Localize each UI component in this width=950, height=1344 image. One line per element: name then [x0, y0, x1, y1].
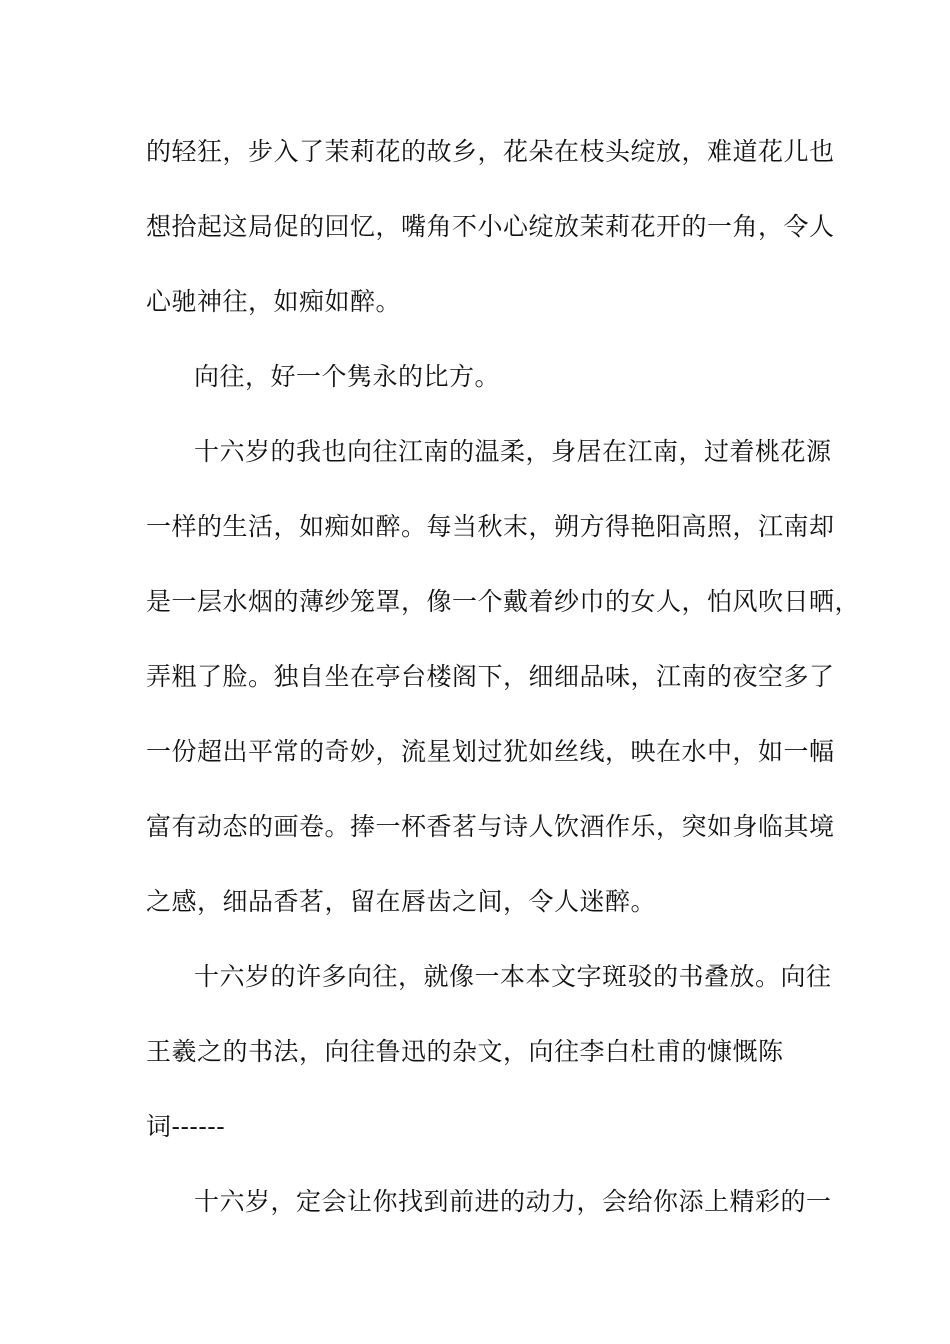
paragraph-line-12: 十六岁的许多向往，就像一本本文字斑驳的书叠放。向往: [194, 962, 832, 991]
paragraph-line-5: 十六岁的我也向往江南的温柔，身居在江南，过着桃花源: [194, 437, 832, 466]
paragraph-line-3: 心驰神往，如痴如醉。: [146, 287, 402, 316]
paragraph-line-7: 是一层水烟的薄纱笼罩，像一个戴着纱巾的女人，怕风吹日晒，: [146, 587, 861, 616]
paragraph-line-4: 向往，好一个隽永的比方。: [194, 362, 501, 391]
paragraph-line-11: 之感，细品香茗，留在唇齿之间，令人迷醉。: [146, 887, 657, 916]
paragraph-line-9: 一份超出平常的奇妙，流星划过犹如丝线，映在水中，如一幅: [146, 737, 835, 766]
paragraph-line-14: 词------: [146, 1112, 226, 1141]
paragraph-line-13: 王羲之的书法，向往鲁迅的杂文，向往李白杜甫的慷慨陈: [146, 1037, 784, 1066]
paragraph-line-8: 弄粗了脸。独自坐在亭台楼阁下，细细品味，江南的夜空多了: [146, 662, 835, 691]
paragraph-line-6: 一样的生活，如痴如醉。每当秋末，朔方得艳阳高照，江南却: [146, 512, 835, 541]
paragraph-line-1: 的轻狂，步入了茉莉花的故乡，花朵在枝头绽放，难道花儿也: [146, 137, 835, 166]
paragraph-line-15: 十六岁，定会让你找到前进的动力，会给你添上精彩的一: [194, 1187, 832, 1216]
paragraph-line-2: 想拾起这局促的回忆，嘴角不小心绽放茉莉花开的一角，令人: [146, 212, 835, 241]
paragraph-line-10: 富有动态的画卷。捧一杯香茗与诗人饮酒作乐，突如身临其境: [146, 812, 835, 841]
